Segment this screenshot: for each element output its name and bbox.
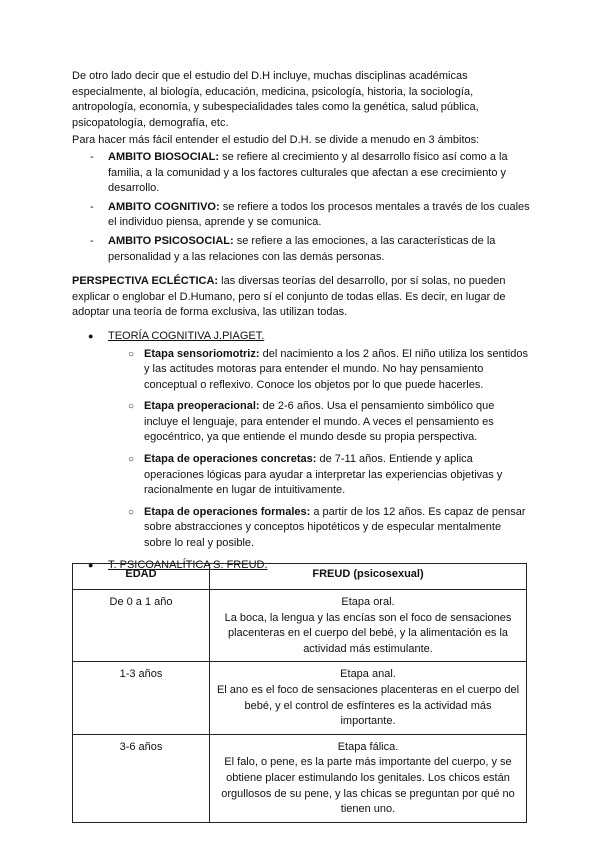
stage-text: a partir de los 12 años. Es capaz de pensar sobre abstracciones y conceptos hipotéticos y de especular mentalmente sobre lo real y posible. — [144, 505, 526, 550]
stage-term: Etapa sensoriomotriz: — [144, 347, 260, 360]
stage-name: Etapa oral. — [341, 596, 395, 608]
age-cell: 3-6 años — [73, 734, 210, 822]
ambito-term: AMBITO PSICOSOCIAL: — [108, 234, 234, 247]
table-row — [73, 662, 527, 734]
ambitos-list — [72, 150, 530, 265]
ambitos-intro: Para hacer más fácil entender el estudio del D.H. se divide a menudo en 3 ámbitos: — [72, 134, 480, 147]
stage-item — [128, 399, 530, 446]
stage-term: Etapa de operaciones concretas: — [144, 453, 317, 466]
stage-cell — [210, 590, 527, 662]
stage-description: La boca, la lengua y las encías son el foco de sensaciones placenteras en el cuerpo del bebé, y la alimentación es la actividad más estimulante. — [224, 611, 512, 655]
header-freud: FREUD (psicosexual) — [210, 564, 527, 590]
circle-bullet-icon: ○ — [128, 348, 135, 360]
stage-name: Etapa anal. — [340, 668, 396, 681]
ambito-text: se refiere a las emociones, a las características de la personalidad y a las relaciones con las demás personas. — [108, 234, 496, 263]
stage-term: Etapa de operaciones formales: — [144, 505, 311, 518]
stage-text: del nacimiento a los 2 años. El niño utiliza los sentidos y las actitudes motoras para entender el mundo. No hay pensamiento conceptual o reflexivo. Conoce los objetos por lo que puede hacerles. — [144, 347, 528, 391]
perspectiva-term: PERSPECTIVA ECLÉCTICA: — [72, 275, 219, 288]
ambito-term: AMBITO BIOSOCIAL: — [108, 150, 220, 163]
freud-title: T. PSICOANALÍTICA S. FREUD. — [108, 558, 268, 571]
ambito-psicosocial — [108, 234, 530, 265]
table-row — [73, 734, 527, 822]
freud-table — [72, 563, 527, 823]
stage-cell — [210, 734, 527, 822]
age-cell: De 0 a 1 año — [73, 590, 210, 662]
age-cell: 1-3 años — [73, 662, 210, 734]
ambito-text: se refiere a todos los procesos mentales a través de los cuales el individuo piensa, aprende y se comunica. — [108, 200, 530, 229]
stage-description: El falo, o pene, es la parte más importante del cuerpo, y se obtiene placer estimulando los genitales. Los chicos están orgullosos de su pene, y las chicas se preguntan por qué no tienen uno. — [221, 756, 515, 816]
ambito-biosocial — [108, 150, 530, 197]
document-page — [72, 69, 530, 573]
ambito-term: AMBITO COGNITIVO: — [108, 200, 220, 213]
piaget-section — [72, 329, 530, 345]
perspectiva-eclectica — [72, 274, 530, 321]
bullet-dot-icon: ● — [88, 559, 94, 570]
bullet-dot-icon: ● — [88, 330, 94, 341]
stage-text: de 2-6 años. Usa el pensamiento simbólico que incluye el lenguaje, para entender el mundo. A veces el pensamiento es egocéntrico, ya que entiende el mundo desde su propia perspectiva. — [144, 400, 495, 444]
stage-item — [128, 347, 530, 394]
perspectiva-text: las diversas teorías del desarrollo, por sí solas, no pueden explicar o englobar el D.Humano, pero sí el conjunto de todas ellas. Es decir, en lugar de adoptar una teoría de forma exclusiva, las utilizan todas. — [72, 275, 506, 319]
ambito-text: se refiere al crecimiento y al desarrollo físico así como a la familia, a la comunidad y a los factores culturales que afectan a ese crecimiento y desarrollo. — [108, 150, 508, 195]
stage-text: de 7-11 años. Entiende y aplica operaciones lógicas para ayudar a interpretar las experiencias objetivas y racionalmente en lugar de intuitivamente. — [144, 453, 503, 497]
stage-description: El ano es el foco de sensaciones placenteras en el cuerpo del bebé, y el control de esfínteres es la actividad más importante. — [216, 683, 520, 728]
piaget-stages-list — [72, 347, 530, 552]
circle-bullet-icon: ○ — [128, 506, 135, 518]
table-row — [73, 590, 527, 662]
stage-item — [128, 452, 530, 499]
table-header-row — [73, 564, 527, 590]
intro-paragraph: De otro lado decir que el estudio del D.H incluye, muchas disciplinas académicas especialmente, al biología, educación, medicina, psicología, historia, la sociología, antropología, economía, y subespecialidades tales como la genética, salud pública, psicopatología, demografía, etc. — [72, 70, 479, 129]
circle-bullet-icon: ○ — [128, 454, 135, 466]
stage-term: Etapa preoperacional: — [144, 400, 260, 413]
piaget-title: TEORÍA COGNITIVA J.PIAGET. — [108, 329, 265, 342]
stage-item — [128, 505, 530, 552]
circle-bullet-icon: ○ — [128, 401, 135, 413]
stage-name: Etapa fálica. — [337, 740, 399, 753]
header-edad: EDAD — [73, 564, 210, 590]
ambito-cognitivo — [108, 200, 530, 231]
stage-cell — [210, 662, 527, 734]
